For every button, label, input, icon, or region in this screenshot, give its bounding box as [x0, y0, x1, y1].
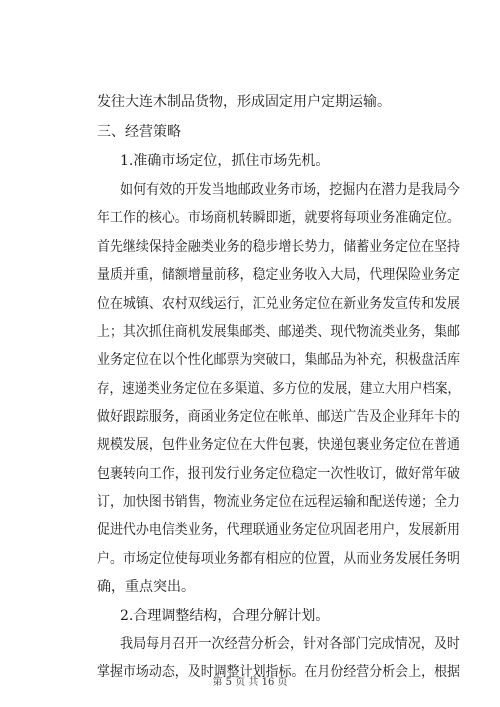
- text-line: 年工作的核心。市场商机转瞬即逝，就要将每项业务准确定位。: [97, 210, 460, 226]
- text-line: 户。市场定位使每项业务都有相应的位置，从而业务发展任务明: [97, 551, 460, 567]
- text-line: 存，速递类业务定位在多渠道、多方位的发展，建立大用户档案，: [97, 381, 460, 397]
- text-line: 订，加快图书销售，物流业务定位在远程运输和配送传递；全力: [97, 494, 460, 510]
- text-line: 发往大连木制品货物，形成固定用户定期运输。: [97, 94, 391, 110]
- text-line: 上；其次抓住商机发展集邮类、邮递类、现代物流类业务，集邮: [97, 324, 460, 340]
- text-line: 掌握市场动态，及时调整计划指标。在月份经营分析会上，根据: [97, 664, 460, 680]
- text-line: 首先继续保持金融类业务的稳步增长势力，储蓄业务定位在坚持: [97, 239, 460, 255]
- text-line: 确，重点突出。: [97, 579, 195, 595]
- text-line: 规模发展，包件业务定位在大件包裹，快递包裹业务定位在普通: [97, 437, 460, 453]
- text-line: 位在城镇、农村双线运行，汇兑业务定位在新业务发宣传和发展: [97, 296, 460, 312]
- subsection-heading: 2.合理调整结构，合理分解计划。: [120, 608, 330, 624]
- text-line: 我局每月召开一次经营分析会，针对各部门完成情况，及时: [120, 636, 460, 652]
- section-heading: 三、经营策略: [97, 124, 181, 140]
- text-line: 包裹转向工作，报刊发行业务定位稳定一次性收订，做好常年破: [97, 466, 460, 482]
- text-line: 量质并重，储额增量前移，稳定业务收入大局，代理保险业务定: [97, 267, 460, 283]
- text-line: 业务定位在以个性化邮票为突破口，集邮品为补充，积极盘活库: [97, 352, 460, 368]
- page-footer: 第 5 页 共 16 页: [212, 677, 288, 688]
- subsection-heading: 1.准确市场定位，抓住市场先机。: [120, 153, 330, 169]
- text-line: 做好跟踪服务，商函业务定位在帐单、邮送广告及企业拜年卡的: [97, 409, 460, 425]
- text-line: 促进代办电信类业务，代理联通业务定位巩固老用户，发展新用: [97, 522, 460, 538]
- text-line: 如何有效的开发当地邮政业务市场，挖掘内在潜力是我局今: [120, 182, 460, 198]
